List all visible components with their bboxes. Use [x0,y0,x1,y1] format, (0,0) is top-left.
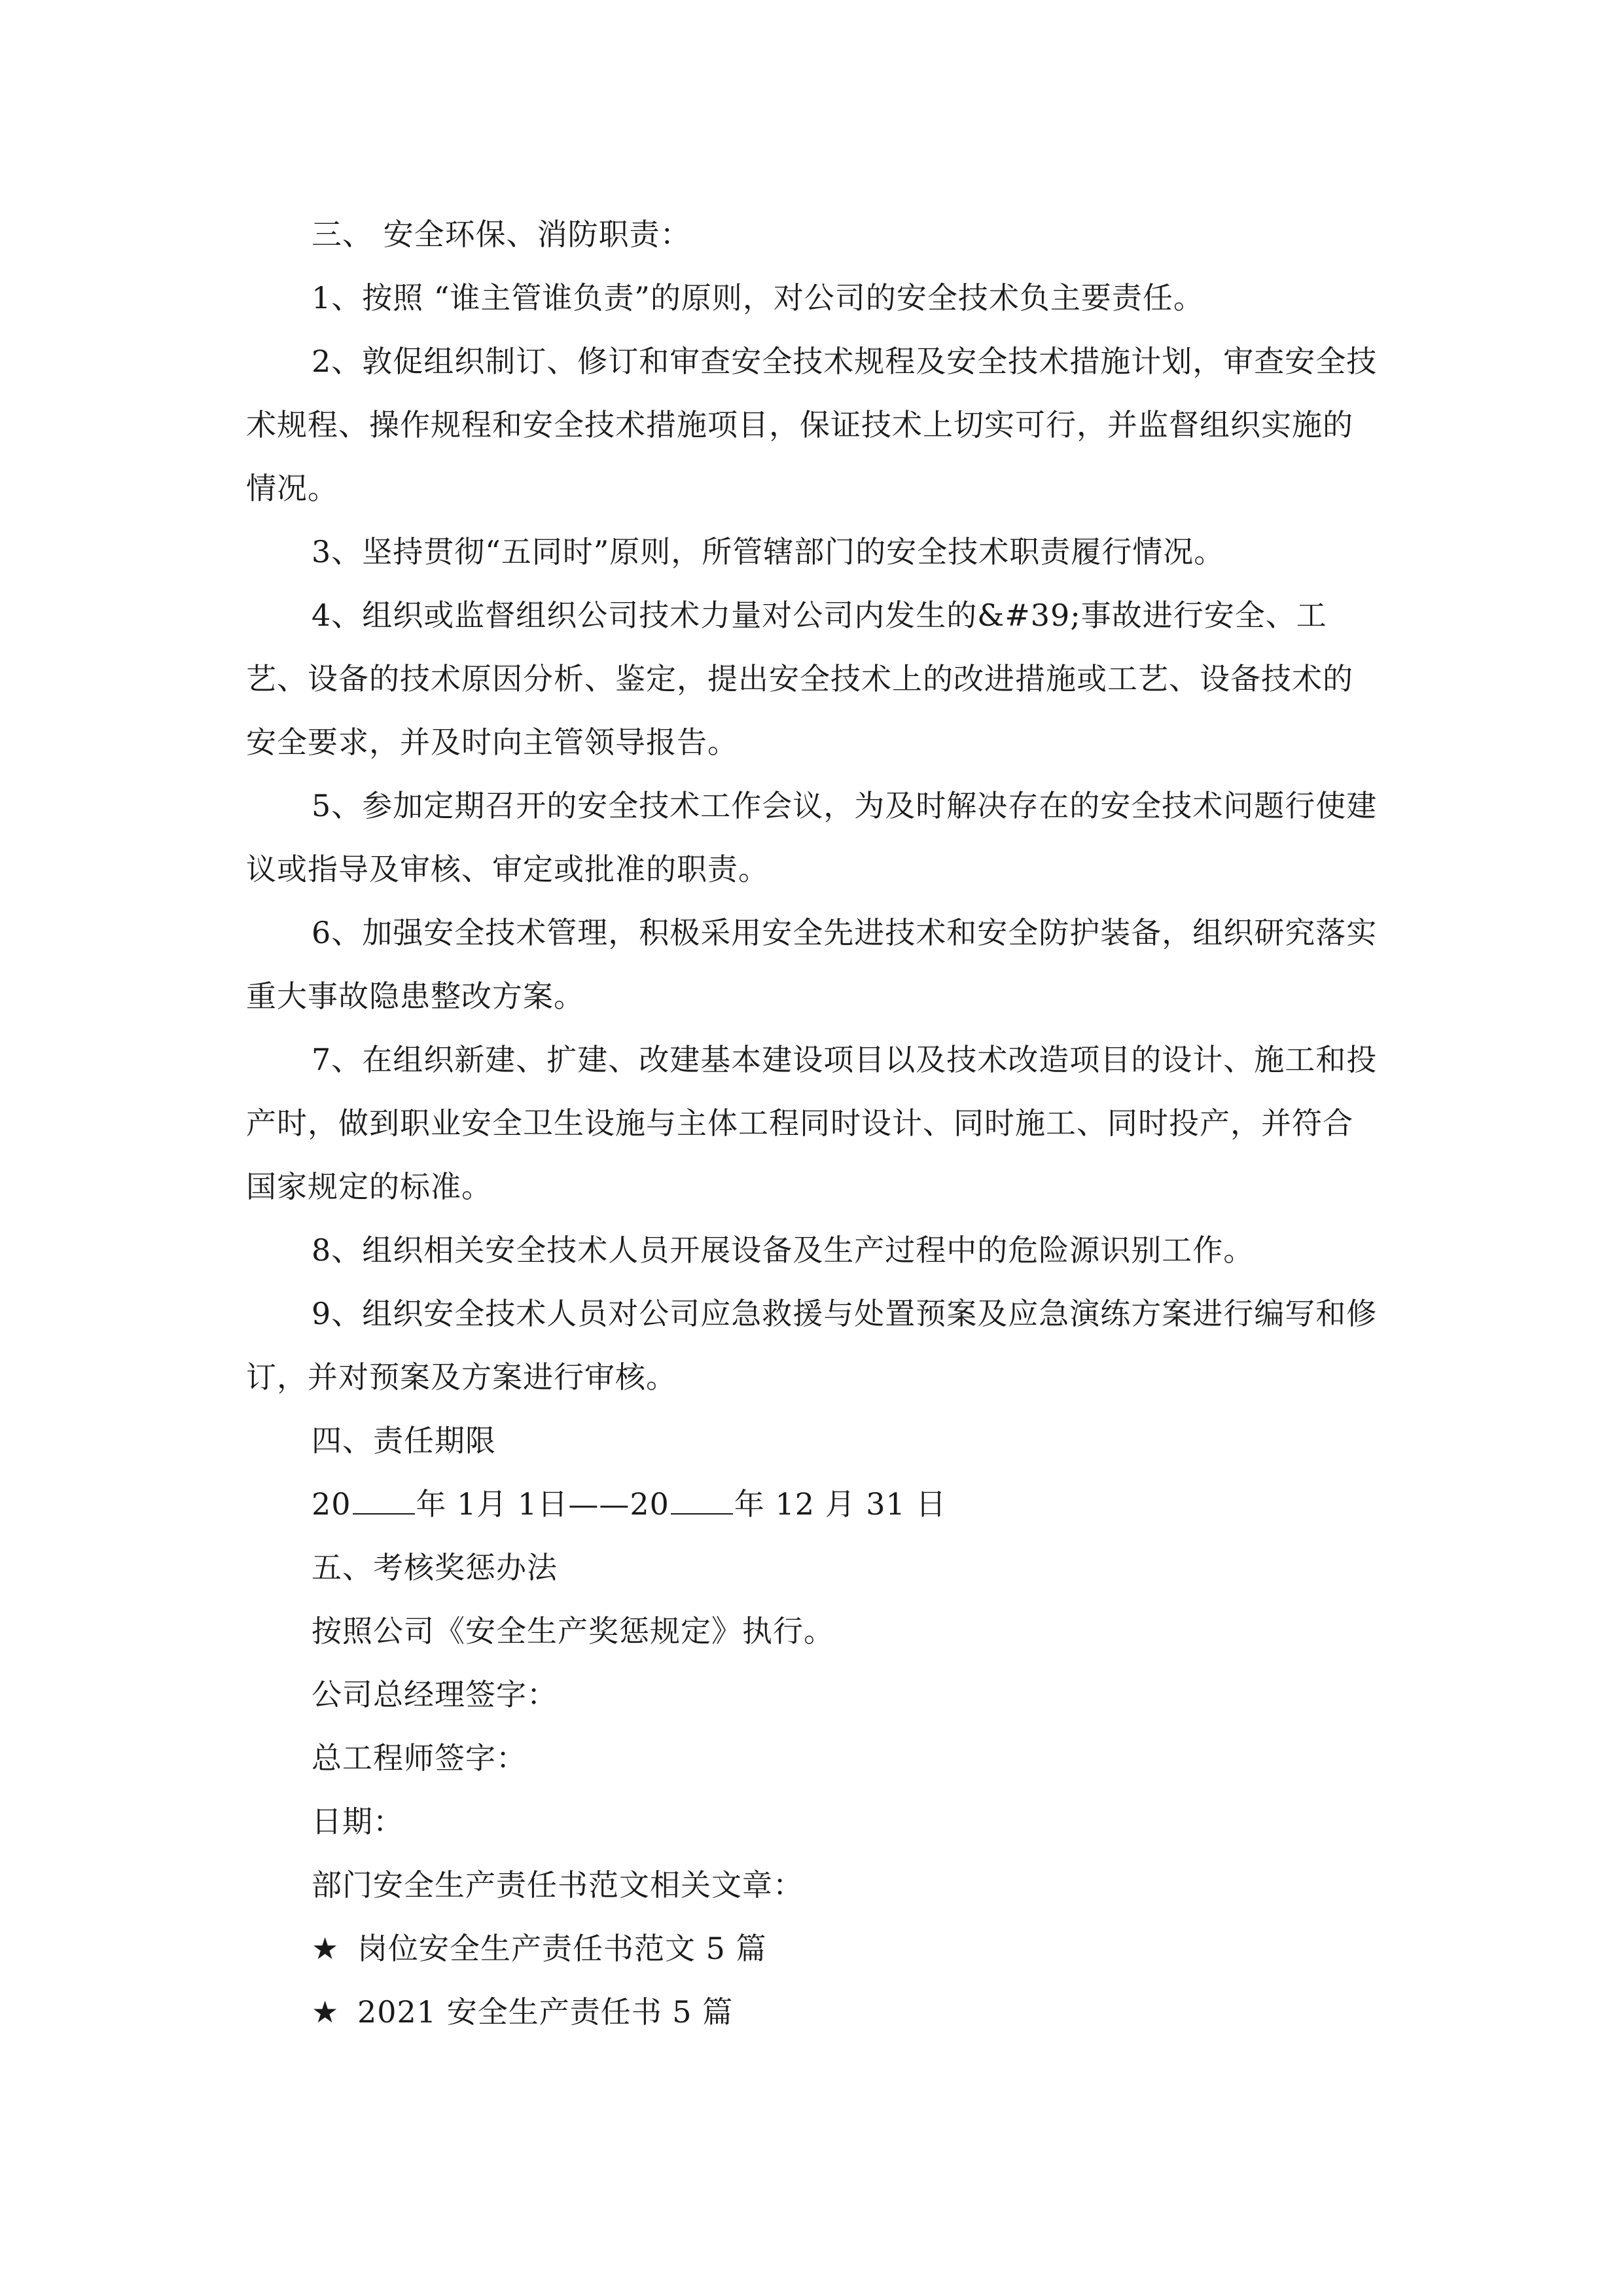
section-4-heading: 四、责任期限 [312,1423,496,1458]
date-year-blank-start [353,1479,415,1515]
related-link-1-text[interactable]: 岗位安全生产责任书范文 5 篇 [357,1931,767,1966]
date-year-blank-end [671,1479,733,1515]
date-end-text: 年 12 月 31 日 [734,1486,947,1522]
term-date-line [246,1473,1378,1536]
star-icon: ★ [312,1931,340,1966]
star-icon: ★ [312,1994,340,2030]
section-3-heading: 三、 安全环保、消防职责： [312,217,691,252]
item-2: 2、敦促组织制订、修订和审查安全技术规程及安全技术措施计划，审查安全技术规程、操作规程和安全技术措施项目，保证技术上切实可行，并监督组织实施的情况。 [246,344,1378,506]
item-6: 6、加强安全技术管理，积极采用安全先进技术和安全防护装备，组织研究落实重大事故隐患整改方案。 [246,915,1378,1014]
document-body [246,203,1378,2044]
item-9: 9、组织安全技术人员对公司应急救援与处置预案及应急演练方案进行编写和修订，并对预案及方案进行审核。 [246,1296,1378,1395]
section-5-text: 按照公司《安全生产奖惩规定》执行。 [312,1613,834,1649]
related-articles-heading: 部门安全生产责任书范文相关文章： [312,1867,804,1903]
date-start-text: 年 1月 1日—— [416,1486,630,1522]
item-1: 1、按照 “谁主管谁负责”的原则，对公司的安全技术负主要责任。 [312,280,1204,315]
date-year-prefix-start: 20 [312,1486,351,1522]
item-8: 8、组织相关安全技术人员开展设备及生产过程中的危险源识别工作。 [312,1232,1255,1268]
item-4: 4、组织或监督组织公司技术力量对公司内发生的&#39;事故进行安全、工艺、设备的技术原因分析、鉴定，提出安全技术上的改进措施或工艺、设备技术的安全要求，并及时向主管领导报告。 [246,598,1353,760]
item-5: 5、参加定期召开的安全技术工作会议，为及时解决存在的安全技术问题行使建议或指导及审核、审定或批准的职责。 [246,788,1378,887]
date-year-prefix-end: 20 [630,1486,669,1522]
date-label: 日期： [312,1804,404,1839]
item-7: 7、在组织新建、扩建、改建基本建设项目以及技术改造项目的设计、施工和投产时，做到职业安全卫生设施与主体工程同时设计、同时施工、同时投产，并符合国家规定的标准。 [246,1042,1378,1204]
related-link-2-text[interactable]: 2021 安全生产责任书 5 篇 [357,1994,734,2030]
chief-engineer-signature-label: 总工程师签字： [312,1740,527,1776]
related-link-2[interactable] [246,1981,1378,2044]
gm-signature-label: 公司总经理签字： [312,1677,558,1712]
related-link-1[interactable] [246,1917,1378,1981]
section-5-heading: 五、考核奖惩办法 [312,1550,558,1585]
item-3: 3、坚持贯彻“五同时”原则，所管辖部门的安全技术职责履行情况。 [312,534,1225,569]
